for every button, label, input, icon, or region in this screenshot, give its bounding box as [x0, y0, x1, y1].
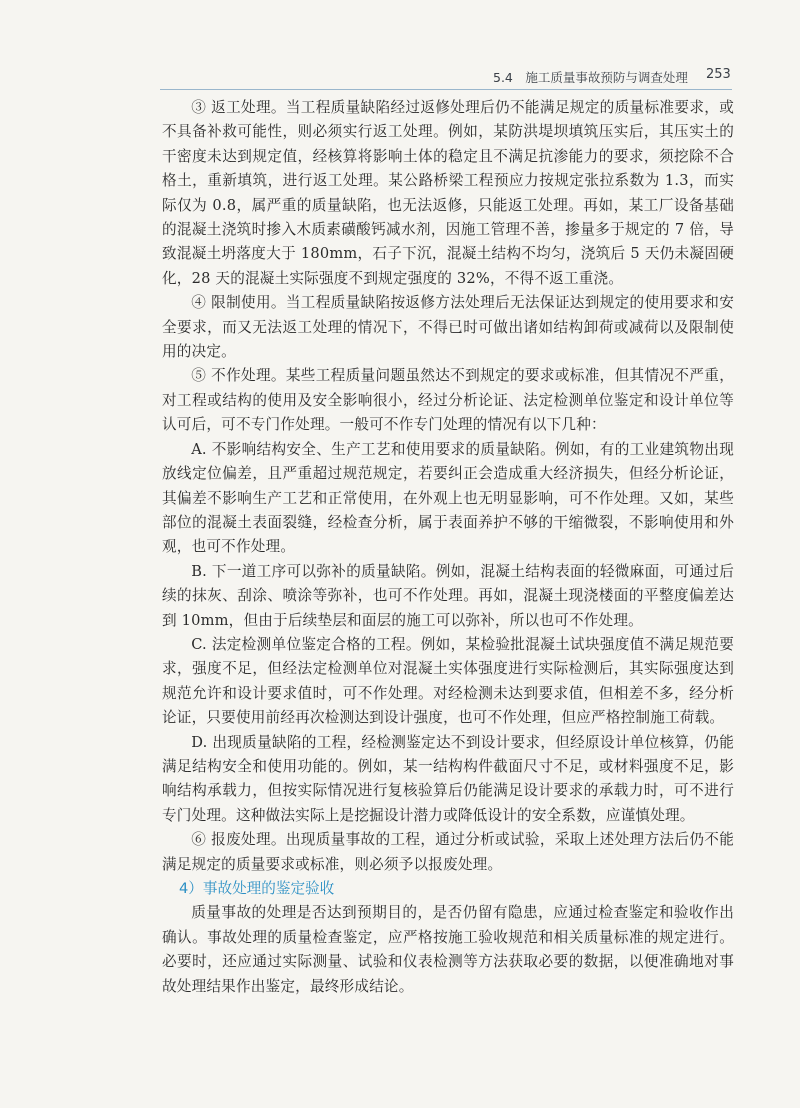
header-divider — [160, 89, 732, 90]
paragraph-case-b: B. 下一道工序可以弥补的质量缺陷。例如，混凝土结构表面的轻微麻面，可通过后续的抹灰、刮涂、喷涂等弥补，也可不作处理。再如，混凝土现浇楼面的平整度偏差达到 10mm，但由于后续垫层和面层的施工可以弥补，所以也可不作处理。 — [162, 562, 734, 629]
running-header-section-title: 5.4 施工质量事故预防与调查处理 — [493, 70, 688, 85]
page-number: 253 — [706, 67, 731, 82]
paragraph-no-treatment: ⑤ 不作处理。某些工程质量问题虽然达不到规定的要求或标准，但其情况不严重，对工程或结构的使用及安全影响很小，经过分析论证、法定检测单位鉴定和设计单位等认可后，可不专门作处理。一般可不作专门处理的情况有以下几种： — [162, 367, 734, 434]
paragraph-acceptance: 质量事故的处理是否达到预期目的，是否仍留有隐患，应通过检查鉴定和验收作出确认。事故处理的质量检查鉴定，应严格按施工验收规范和相关质量标准的规定进行。必要时，还应通过实际测量、试验和仪表检测等方法获取必要的数据，以便准确地对事故处理结果作出鉴定，最终形成结论。 — [162, 904, 734, 995]
paragraph-scrap: ⑥ 报废处理。出现质量事故的工程，通过分析或试验，采取上述处理方法后仍不能满足规定的质量要求或标准，则必须予以报废处理。 — [162, 831, 734, 873]
page-header — [0, 66, 800, 86]
body-text — [162, 96, 734, 999]
paragraph-restricted-use: ④ 限制使用。当工程质量缺陷按返修方法处理后无法保证达到规定的使用要求和安全要求，而又无法返工处理的情况下，不得已时可做出诸如结构卸荷或减荷以及限制使用的决定。 — [162, 294, 734, 361]
paragraph-rework: ③ 返工处理。当工程质量缺陷经过返修处理后仍不能满足规定的质量标准要求，或不具备补救可能性，则必须实行返工处理。例如，某防洪堤坝填筑压实后，其压实土的干密度未达到规定值，经核算将影响土体的稳定且不满足抗渗能力的要求，须挖除不合格土，重新填筑，进行返工处理。某公路桥梁工程预应力按规定张拉系数为 1.3，而实际仅为 0.8，属严重的质量缺陷，也无法返修，只能返工处理。再如，某工厂设备基础的混凝土浇筑时掺入木质素磺酸钙减水剂，因施工管理不善，掺量多于规定的 7 倍，导致混凝土坍落度大于 180mm，石子下沉，混凝土结构不均匀，浇筑后 5 天仍未凝固硬化，28 天的混凝土实际强度不到规定强度的 32%，不得不返工重浇。 — [162, 99, 734, 287]
paragraph-case-d: D. 出现质量缺陷的工程，经检测鉴定达不到设计要求，但经原设计单位核算，仍能满足结构安全和使用功能的。例如，某一结构构件截面尺寸不足，或材料强度不足，影响结构承载力，但按实际情况进行复核验算后仍能满足设计要求的承载力时，可不进行专门处理。这种做法实际上是挖掘设计潜力或降低设计的安全系数，应谨慎处理。 — [162, 733, 734, 824]
paragraph-case-c: C. 法定检测单位鉴定合格的工程。例如，某检验批混凝土试块强度值不满足规范要求，强度不足，但经法定检测单位对混凝土实体强度进行实际检测后，其实际强度达到规范允许和设计要求值时，可不作处理。对经检测未达到要求值，但相差不多，经分析论证，只要使用前经再次检测达到设计强度，也可不作处理，但应严格控制施工荷载。 — [162, 635, 734, 727]
section-subheading: 4）事故处理的鉴定验收 — [179, 880, 335, 897]
paragraph-case-a: A. 不影响结构安全、生产工艺和使用要求的质量缺陷。例如，有的工业建筑物出现放线定位偏差，且严重超过规范规定，若要纠正会造成重大经济损失，但经分析论证，其偏差不影响生产工艺和正常使用，在外观上也无明显影响，可不作处理。又如，某些部位的混凝土表面裂缝，经检查分析，属于表面养护不够的干缩微裂，不影响使用和外观，也可不作处理。 — [162, 440, 734, 556]
